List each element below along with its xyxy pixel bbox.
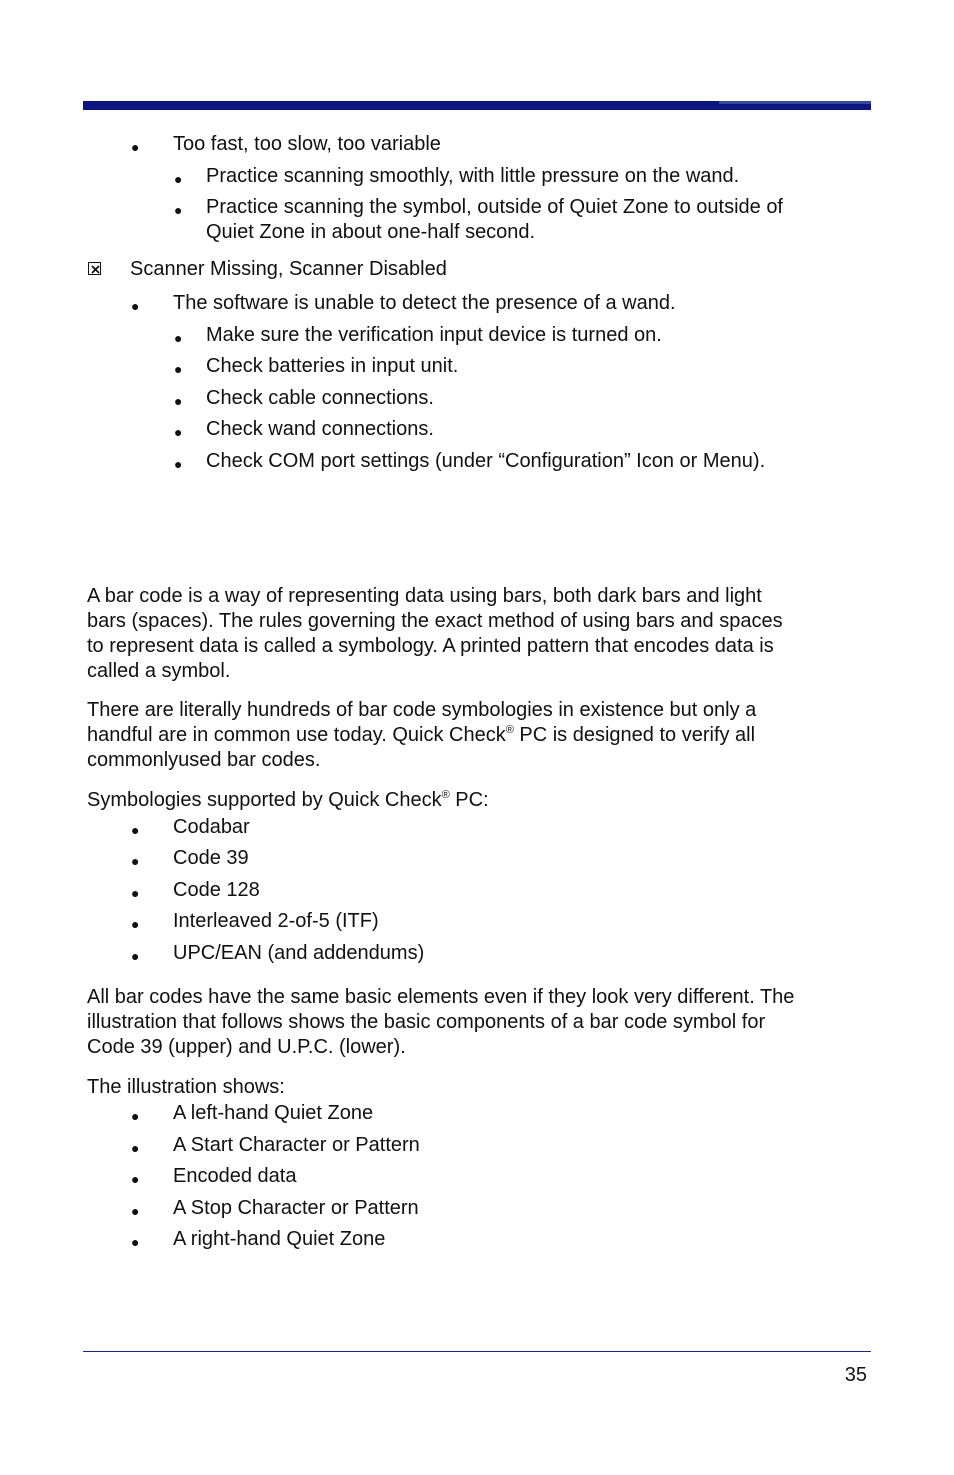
speed-tip: Practice scanning smoothly, with little pressure on the wand. — [206, 165, 740, 187]
bullet-dot: ● — [131, 139, 140, 155]
elements-line: illustration that follows shows the basic components of a bar code symbol for — [87, 1011, 766, 1033]
symbologies-line: handful are in common use today. Quick Check® PC is designed to verify all — [87, 724, 756, 746]
symbology-item: Interleaved 2-of-5 (ITF) — [173, 910, 379, 932]
footer-rule — [83, 1351, 871, 1352]
bullet-dot: ● — [131, 1234, 140, 1250]
bullet-dot: ● — [174, 361, 183, 377]
illustration-item: A right-hand Quiet Zone — [173, 1228, 386, 1250]
error-tip: Check COM port settings (under “Configuration” Icon or Menu). — [206, 450, 766, 472]
speed-tip: Practice scanning the symbol, outside of Quiet Zone to outside of — [206, 196, 783, 218]
bullet-dot: ● — [131, 1203, 140, 1219]
speed-tip-continued: Quiet Zone in about one-half second. — [206, 221, 536, 243]
bullet-dot: ● — [131, 1108, 140, 1124]
registered-mark: ® — [505, 724, 514, 736]
error-label: Scanner Missing, Scanner Disabled — [130, 258, 447, 280]
supported-lead: Symbologies supported by Quick Check® PC: — [87, 789, 489, 811]
symbology-item: UPC/EAN (and addendums) — [173, 942, 425, 964]
header-tab — [719, 101, 871, 104]
symbologies-line: There are literally hundreds of bar code symbologies in existence but only a — [87, 699, 757, 721]
bullet-dot: ● — [174, 456, 183, 472]
intro-line: A bar code is a way of representing data using bars, both dark bars and light — [87, 585, 762, 607]
illustration-item: A Stop Character or Pattern — [173, 1197, 419, 1219]
registered-mark: ® — [441, 789, 450, 801]
bullet-dot: ● — [174, 171, 183, 187]
intro-line: bars (spaces). The rules governing the exact method of using bars and spaces — [87, 610, 783, 632]
bullet-dot: ● — [131, 1140, 140, 1156]
error-tip: Make sure the verification input device is turned on. — [206, 324, 662, 346]
symbologies-line: commonlyused bar codes. — [87, 749, 321, 771]
error-item: The software is unable to detect the presence of a wand. — [173, 292, 676, 314]
illustration-item: Encoded data — [173, 1165, 297, 1187]
elements-line: Code 39 (upper) and U.P.C. (lower). — [87, 1036, 406, 1058]
error-tip: Check cable connections. — [206, 387, 434, 409]
bullet-dot: ● — [131, 885, 140, 901]
symbology-item: Code 128 — [173, 879, 260, 901]
elements-line: All bar codes have the same basic elements even if they look very different. The — [87, 986, 795, 1008]
error-tip: Check batteries in input unit. — [206, 355, 459, 377]
header-bar — [83, 101, 871, 110]
symbology-item: Code 39 — [173, 847, 249, 869]
illustration-item: A Start Character or Pattern — [173, 1134, 420, 1156]
x-box-icon — [88, 262, 101, 275]
illustration-item: A left-hand Quiet Zone — [173, 1102, 374, 1124]
bullet-dot: ● — [131, 822, 140, 838]
page-number: 35 — [844, 1364, 867, 1386]
bullet-dot: ● — [131, 853, 140, 869]
symbology-item: Codabar — [173, 816, 250, 838]
bullet-dot: ● — [131, 916, 140, 932]
bullet-dot: ● — [131, 948, 140, 964]
bullet-dot: ● — [174, 424, 183, 440]
bullet-dot: ● — [131, 1171, 140, 1187]
bullet-dot: ● — [174, 393, 183, 409]
bullet-dot: ● — [131, 298, 140, 314]
bullet-dot: ● — [174, 202, 183, 218]
speed-item: Too fast, too slow, too variable — [173, 133, 441, 155]
bullet-dot: ● — [174, 330, 183, 346]
illustration-lead: The illustration shows: — [87, 1076, 285, 1098]
intro-line: to represent data is called a symbology. A printed pattern that encodes data is — [87, 635, 774, 657]
error-tip: Check wand connections. — [206, 418, 434, 440]
intro-line: called a symbol. — [87, 660, 231, 682]
